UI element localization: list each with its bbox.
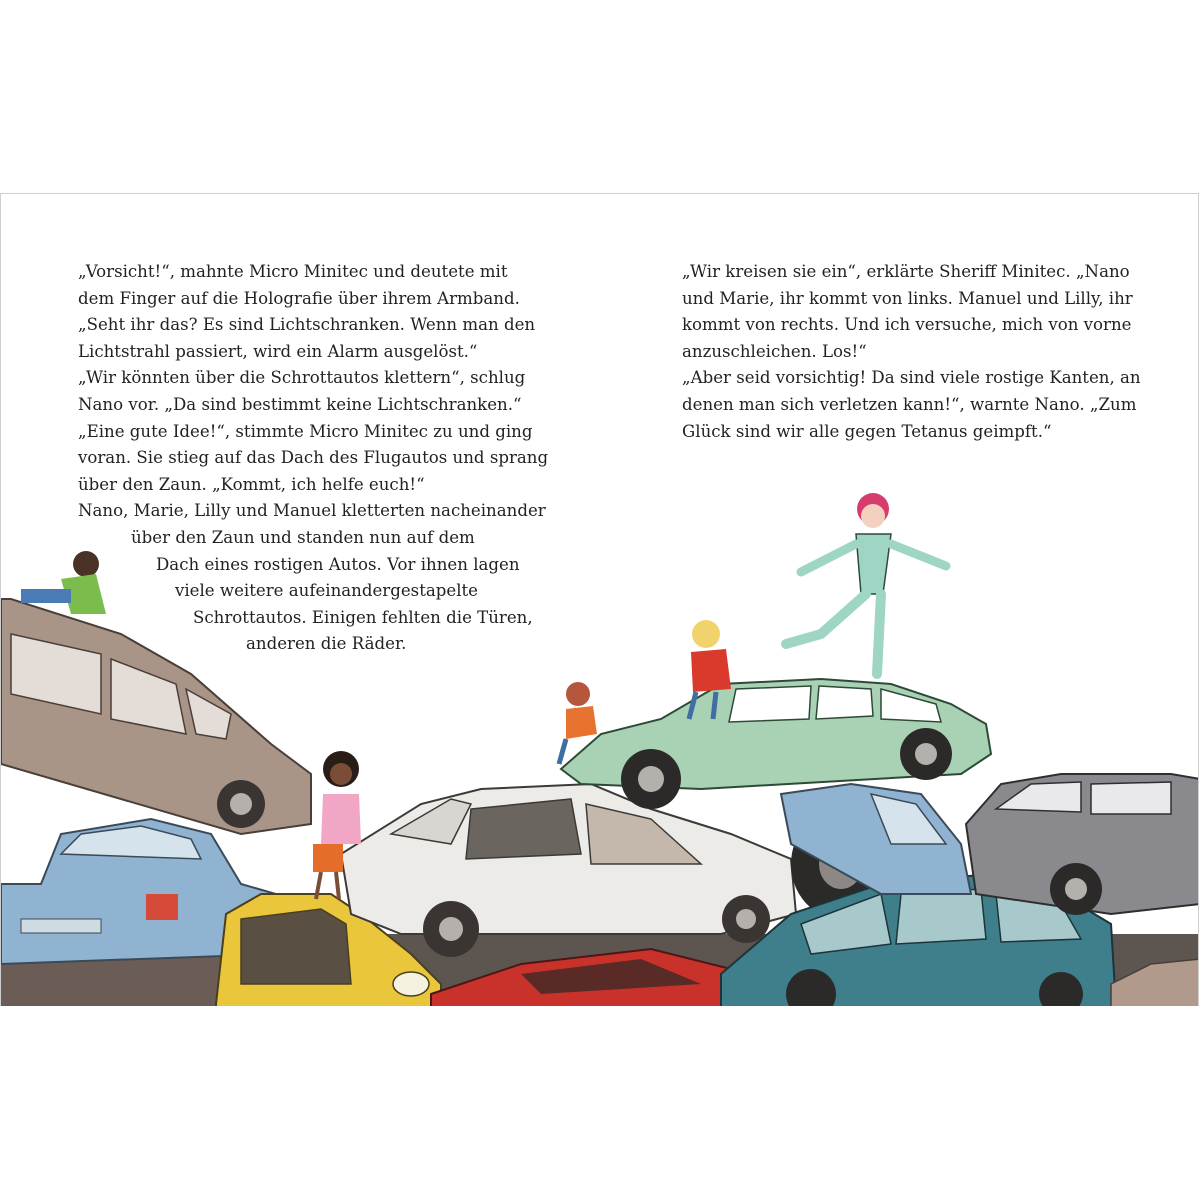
text-line: „Wir könnten über die Schrottautos klettern“, schlug [78,368,526,388]
text-line: über den Zaun. „Kommt, ich helfe euch!“ [78,474,425,494]
left-page-text [78,259,548,658]
text-line: anderen die Räder. [246,634,407,654]
right-page-text [682,259,1141,445]
text-line: Schrottautos. Einigen fehlten die Türen, [193,607,533,627]
text-line: anzuschleichen. Los!“ [682,341,867,361]
text-line: „Aber seid vorsichtig! Da sind viele rostige Kanten, an [682,368,1141,388]
mint-car [561,679,991,809]
text-line: über den Zaun und standen nun auf dem [131,527,475,547]
text-line: Glück sind wir alle gegen Tetanus geimpft.“ [682,421,1052,441]
white-car [341,784,796,957]
text-line: „Wir kreisen sie ein“, erklärte Sheriff Minitec. „Nano [682,262,1130,281]
text-line: Nano vor. „Da sind bestimmt keine Lichtschranken.“ [78,394,522,414]
text-line: voran. Sie stieg auf das Dach des Flugautos und sprang [78,448,549,468]
text-line: und Marie, ihr kommt von links. Manuel und Lilly, ihr [682,288,1133,308]
text-line: kommt von rechts. Und ich versuche, mich von vorne [682,315,1132,335]
sheriff-minitec [786,493,946,674]
text-line: „Eine gute Idee!“, stimmte Micro Minitec zu und ging [78,421,533,441]
text-line: denen man sich verletzen kann!“, warnte Nano. „Zum [682,394,1137,414]
book-spread [0,193,1199,1006]
text-line: „Seht ihr das? Es sind Lichtschranken. Wenn man den [78,315,536,335]
text-line: dem Finger auf die Holografie über ihrem Armband. [78,288,520,308]
grey-car [966,774,1199,915]
text-line: Dach eines rostigen Autos. Vor ihnen lagen [156,554,520,574]
text-line: Lichtstrahl passiert, wird ein Alarm ausgelöst.“ [78,341,478,361]
text-line: „Vorsicht!“, mahnte Micro Minitec und deutete mit [78,262,508,281]
text-line: viele weitere aufeinandergestapelte [175,581,478,601]
text-line: Nano, Marie, Lilly und Manuel kletterten nacheinander [78,501,546,521]
